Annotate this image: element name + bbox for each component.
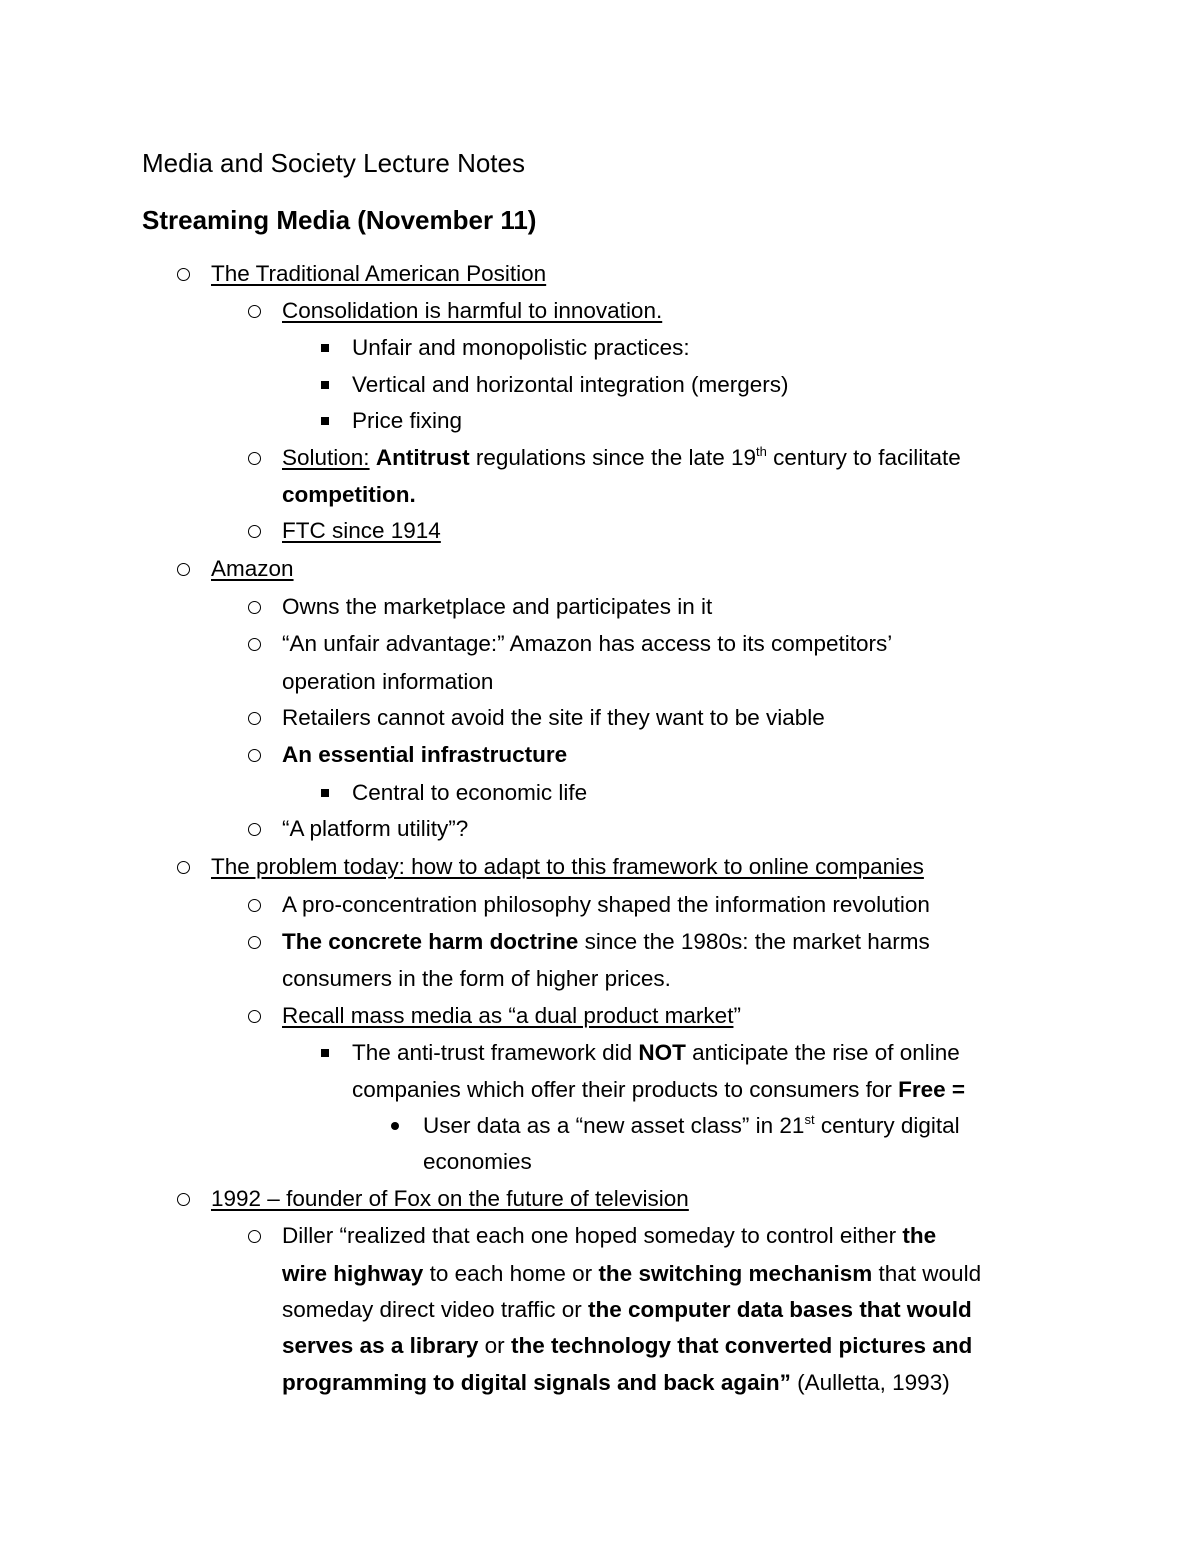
circle-bullet-icon	[242, 1001, 266, 1031]
item-text: since the 1980s: the market harms	[584, 929, 930, 954]
quote-line	[282, 1259, 981, 1289]
item-bold: the switching mechanism	[598, 1261, 873, 1286]
circle-bullet-icon	[171, 554, 195, 584]
item-label: Solution:	[282, 445, 370, 470]
item-text: (Aulletta, 1993)	[797, 1370, 950, 1395]
outline-item-continuation: economies	[423, 1149, 532, 1174]
outline-item	[282, 443, 961, 473]
outline-item	[423, 1111, 960, 1141]
outline-item: “An unfair advantage:” Amazon has access to its competitors’	[282, 631, 893, 656]
item-bold: wire highway	[282, 1261, 424, 1286]
item-text: regulations since the late 19	[475, 445, 757, 470]
circle-bullet-icon	[242, 1221, 266, 1251]
outline-item-continuation	[352, 1075, 965, 1105]
item-text: Diller “realized that each one hoped someday to control either	[282, 1223, 897, 1248]
item-text: The anti-trust framework did	[352, 1040, 633, 1065]
item-text: century digital	[820, 1113, 960, 1138]
outline-item: Retailers cannot avoid the site if they want to be viable	[282, 705, 825, 730]
item-text: someday direct video traffic or	[282, 1297, 582, 1322]
outline-item: Unfair and monopolistic practices:	[352, 335, 690, 360]
item-text: that would	[878, 1261, 982, 1286]
item-text: ”	[733, 1003, 741, 1028]
outline-item	[352, 1038, 960, 1068]
outline-item-continuation	[282, 480, 416, 510]
outline-item: Owns the marketplace and participates in it	[282, 594, 713, 619]
item-text: User data as a “new asset class” in 21	[423, 1113, 805, 1138]
outline-item: “A platform utility”?	[282, 816, 469, 841]
circle-bullet-icon	[242, 927, 266, 957]
outline-item	[211, 852, 924, 882]
circle-bullet-icon	[242, 516, 266, 546]
superscript: st	[804, 1112, 815, 1127]
quote-line	[282, 1221, 936, 1251]
outline-item-continuation: consumers in the form of higher prices.	[282, 966, 671, 991]
item-bold: NOT	[638, 1040, 686, 1065]
item-bold: competition.	[282, 482, 416, 507]
circle-bullet-icon	[242, 740, 266, 770]
circle-bullet-icon	[242, 296, 266, 326]
outline-item	[211, 554, 294, 584]
square-bullet-icon	[313, 370, 337, 400]
outline-item-continuation: operation information	[282, 669, 494, 694]
topic-title: Amazon	[211, 556, 294, 581]
item-text: companies which offer their products to consumers for	[352, 1077, 892, 1102]
square-bullet-icon	[313, 778, 337, 808]
outline-item: A pro-concentration philosophy shaped the information revolution	[282, 892, 930, 917]
circle-bullet-icon	[171, 852, 195, 882]
item-bold: serves as a library	[282, 1333, 479, 1358]
outline-item	[211, 259, 546, 289]
quote-line	[282, 1368, 950, 1398]
section-heading: Streaming Media (November 11)	[142, 205, 537, 235]
item-bold: Antitrust	[375, 445, 470, 470]
outline-item: Central to economic life	[352, 780, 588, 805]
outline-item: An essential infrastructure	[282, 742, 568, 767]
item-text: Consolidation is harmful to innovation.	[282, 298, 663, 323]
item-bold: The concrete harm doctrine	[282, 929, 579, 954]
item-text: or	[484, 1333, 505, 1358]
circle-bullet-icon	[242, 814, 266, 844]
topic-title: The Traditional American Position	[211, 261, 547, 286]
square-bullet-icon	[313, 1038, 337, 1068]
circle-bullet-icon	[171, 259, 195, 289]
item-text: FTC since 1914	[282, 518, 441, 543]
outline-item	[282, 927, 930, 957]
item-text: Recall mass media as “a dual product market	[282, 1003, 734, 1028]
outline-item	[282, 296, 662, 326]
quote-line	[282, 1331, 972, 1361]
square-bullet-icon	[313, 406, 337, 436]
document-title: Media and Society Lecture Notes	[142, 148, 525, 178]
outline-item: Price fixing	[352, 408, 463, 433]
item-text: to each home or	[429, 1261, 593, 1286]
circle-bullet-icon	[242, 703, 266, 733]
topic-title: 1992 – founder of Fox on the future of television	[211, 1186, 689, 1211]
outline-item	[211, 1184, 689, 1214]
quote-line	[282, 1295, 972, 1325]
circle-bullet-icon	[242, 592, 266, 622]
item-bold: the technology that converted pictures and	[510, 1333, 973, 1358]
dot-bullet-icon	[383, 1111, 407, 1141]
topic-title: The problem today: how to adapt to this framework to online companies	[211, 854, 924, 879]
square-bullet-icon	[313, 333, 337, 363]
item-bold: Free =	[898, 1077, 966, 1102]
item-bold: the computer data bases that would	[587, 1297, 972, 1322]
circle-bullet-icon	[242, 890, 266, 920]
circle-bullet-icon	[171, 1184, 195, 1214]
item-bold: the	[902, 1223, 937, 1248]
superscript: th	[756, 444, 767, 459]
item-text: century to facilitate	[773, 445, 961, 470]
outline-item	[282, 516, 441, 546]
circle-bullet-icon	[242, 629, 266, 659]
item-text: anticipate the rise of online	[692, 1040, 960, 1065]
outline-item	[282, 1001, 741, 1031]
item-bold: programming to digital signals and back again”	[282, 1370, 791, 1395]
outline-item: Vertical and horizontal integration (mergers)	[352, 372, 789, 397]
circle-bullet-icon	[242, 443, 266, 473]
